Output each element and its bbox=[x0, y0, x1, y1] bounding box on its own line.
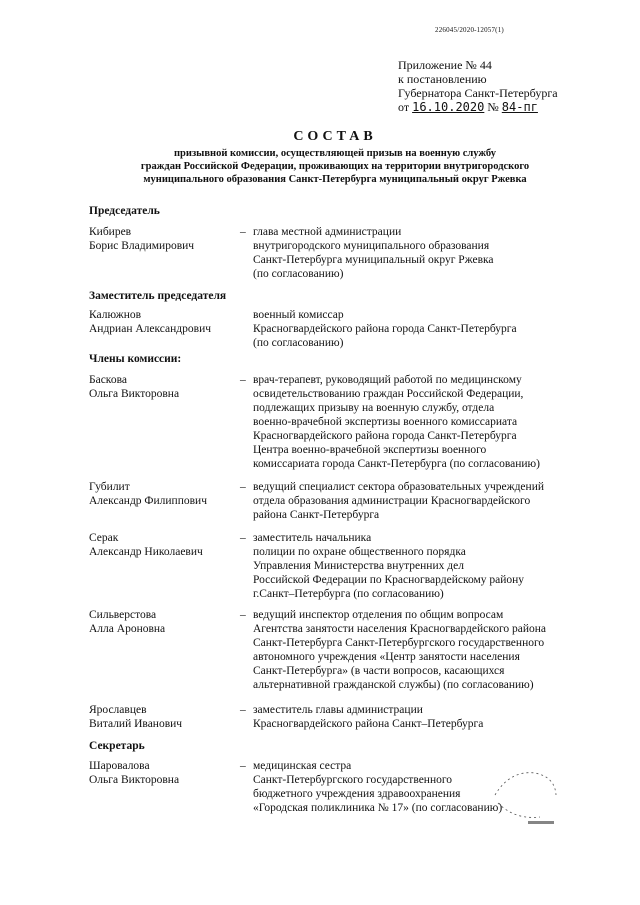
position-line: медицинская сестра bbox=[253, 760, 352, 772]
section-secretary: Секретарь bbox=[89, 740, 145, 752]
appendix-number: 84-пг bbox=[501, 100, 538, 114]
position-line: Центра военно-врачебной экспертизы военного bbox=[253, 444, 487, 456]
position-line: автономного учреждения «Центр занятости населения bbox=[253, 651, 520, 663]
separator-dash: – bbox=[240, 609, 246, 621]
person-name bbox=[89, 480, 207, 508]
person-name bbox=[89, 759, 179, 787]
document-id: 226045/2020-12057(1) bbox=[435, 26, 504, 34]
subtitle-line: призывной комиссии, осуществляющей призыв на военную службу bbox=[174, 148, 496, 159]
person-given-name: Александр Филиппович bbox=[89, 495, 207, 507]
person-given-name: Борис Владимирович bbox=[89, 240, 195, 252]
position-line: военно-врачебной экспертизы военного комиссариата bbox=[253, 416, 518, 428]
person-surname: Шаровалова bbox=[89, 760, 150, 772]
document-subtitle bbox=[70, 147, 600, 186]
position-line: Санкт-Петербургского государственного bbox=[253, 774, 453, 786]
separator-dash: – bbox=[240, 374, 246, 386]
separator-dash: – bbox=[240, 532, 246, 544]
section-members: Члены комиссии: bbox=[89, 353, 182, 365]
position-line: военный комиссар bbox=[253, 309, 344, 321]
subtitle-line: муниципального образования Санкт-Петербурга муниципальный округ Ржевка bbox=[143, 174, 527, 185]
position-line: отдела образования администрации Красногвардейского bbox=[253, 495, 531, 507]
person-name bbox=[89, 531, 203, 559]
position-line: заместитель начальника bbox=[253, 532, 372, 544]
person-position bbox=[253, 480, 593, 522]
appendix-date: 16.10.2020 bbox=[412, 100, 485, 114]
position-line: Красногвардейского района Санкт–Петербурга bbox=[253, 718, 484, 730]
person-name bbox=[89, 373, 179, 401]
position-line: полиции по охране общественного порядка bbox=[253, 546, 466, 558]
appendix-block bbox=[398, 58, 558, 114]
position-line: г.Санкт–Петербурга (по согласованию) bbox=[253, 588, 444, 600]
position-line: Красногвардейского района города Санкт-Петербурга bbox=[253, 323, 517, 335]
appendix-line-3: Губернатора Санкт-Петербурга bbox=[398, 86, 558, 100]
person-position bbox=[253, 531, 593, 601]
person-position bbox=[253, 608, 593, 692]
person-position bbox=[253, 703, 593, 731]
appendix-line-2: к постановлению bbox=[398, 72, 487, 86]
position-line: (по согласованию) bbox=[253, 268, 344, 280]
person-given-name: Алла Ароновна bbox=[89, 623, 166, 635]
person-surname: Серак bbox=[89, 532, 119, 544]
person-surname: Баскова bbox=[89, 374, 127, 386]
position-line: Красногвардейского района города Санкт-Петербурга bbox=[253, 430, 517, 442]
date-prefix: от bbox=[398, 100, 410, 114]
person-surname: Сильверстова bbox=[89, 609, 157, 621]
person-surname: Губилит bbox=[89, 481, 130, 493]
position-line: внутригородского муниципального образования bbox=[253, 240, 490, 252]
position-line: подлежащих призыву на военную службу, отдела bbox=[253, 402, 495, 414]
person-given-name: Ольга Викторовна bbox=[89, 774, 180, 786]
stamp-mark bbox=[490, 765, 560, 825]
person-surname: Калюжнов bbox=[89, 309, 142, 321]
separator-dash: – bbox=[240, 704, 246, 716]
position-line: ведущий инспектор отделения по общим вопросам bbox=[253, 609, 504, 621]
person-surname: Кибирев bbox=[89, 226, 132, 238]
appendix-date-line bbox=[398, 100, 558, 114]
position-line: ведущий специалист сектора образовательных учреждений bbox=[253, 481, 545, 493]
position-line: Санкт-Петербурга» (в части вопросов, касающихся bbox=[253, 665, 505, 677]
document-title: СОСТАВ bbox=[293, 129, 377, 144]
position-line: Управления Министерства внутренних дел bbox=[253, 560, 464, 572]
number-prefix: № bbox=[487, 100, 499, 114]
person-surname: Ярославцев bbox=[89, 704, 147, 716]
person-position bbox=[253, 225, 593, 281]
person-position bbox=[253, 308, 593, 350]
section-chair: Председатель bbox=[89, 205, 160, 217]
person-name bbox=[89, 225, 194, 253]
person-name bbox=[89, 703, 182, 731]
position-line: глава местной администрации bbox=[253, 226, 402, 238]
position-line: Агентства занятости населения Красногвардейского района bbox=[253, 623, 547, 635]
separator-dash: – bbox=[240, 760, 246, 772]
person-name bbox=[89, 308, 211, 336]
position-line: врач-терапевт, руководящий работой по медицинскому bbox=[253, 374, 522, 386]
position-line: Санкт-Петербурга Санкт-Петербургского государственного bbox=[253, 637, 545, 649]
subtitle-line: граждан Российской Федерации, проживающих на территории внутригородского bbox=[140, 161, 530, 172]
person-name bbox=[89, 608, 165, 636]
position-line: заместитель главы администрации bbox=[253, 704, 423, 716]
position-line: «Городская поликлиника № 17» (по согласованию) bbox=[253, 802, 503, 814]
position-line: (по согласованию) bbox=[253, 337, 344, 349]
person-given-name: Виталий Иванович bbox=[89, 718, 183, 730]
position-line: Санкт-Петербурга муниципальный округ Ржевка bbox=[253, 254, 494, 266]
position-line: Российской Федерации по Красногвардейскому району bbox=[253, 574, 525, 586]
position-line: освидетельствованию граждан Российской Федерации, bbox=[253, 388, 524, 400]
person-given-name: Александр Николаевич bbox=[89, 546, 203, 558]
section-deputy: Заместитель председателя bbox=[89, 290, 227, 302]
person-given-name: Ольга Викторовна bbox=[89, 388, 180, 400]
position-line: альтернативной гражданской службы) (по согласованию) bbox=[253, 679, 534, 691]
position-line: бюджетного учреждения здравоохранения bbox=[253, 788, 461, 800]
person-position bbox=[253, 373, 593, 471]
position-line: комиссариата города Санкт-Петербурга (по согласованию) bbox=[253, 458, 540, 470]
separator-dash: – bbox=[240, 481, 246, 493]
appendix-line-1: Приложение № 44 bbox=[398, 58, 492, 72]
position-line: района Санкт-Петербурга bbox=[253, 509, 380, 521]
person-given-name: Андриан Александрович bbox=[89, 323, 212, 335]
separator-dash: – bbox=[240, 226, 246, 238]
